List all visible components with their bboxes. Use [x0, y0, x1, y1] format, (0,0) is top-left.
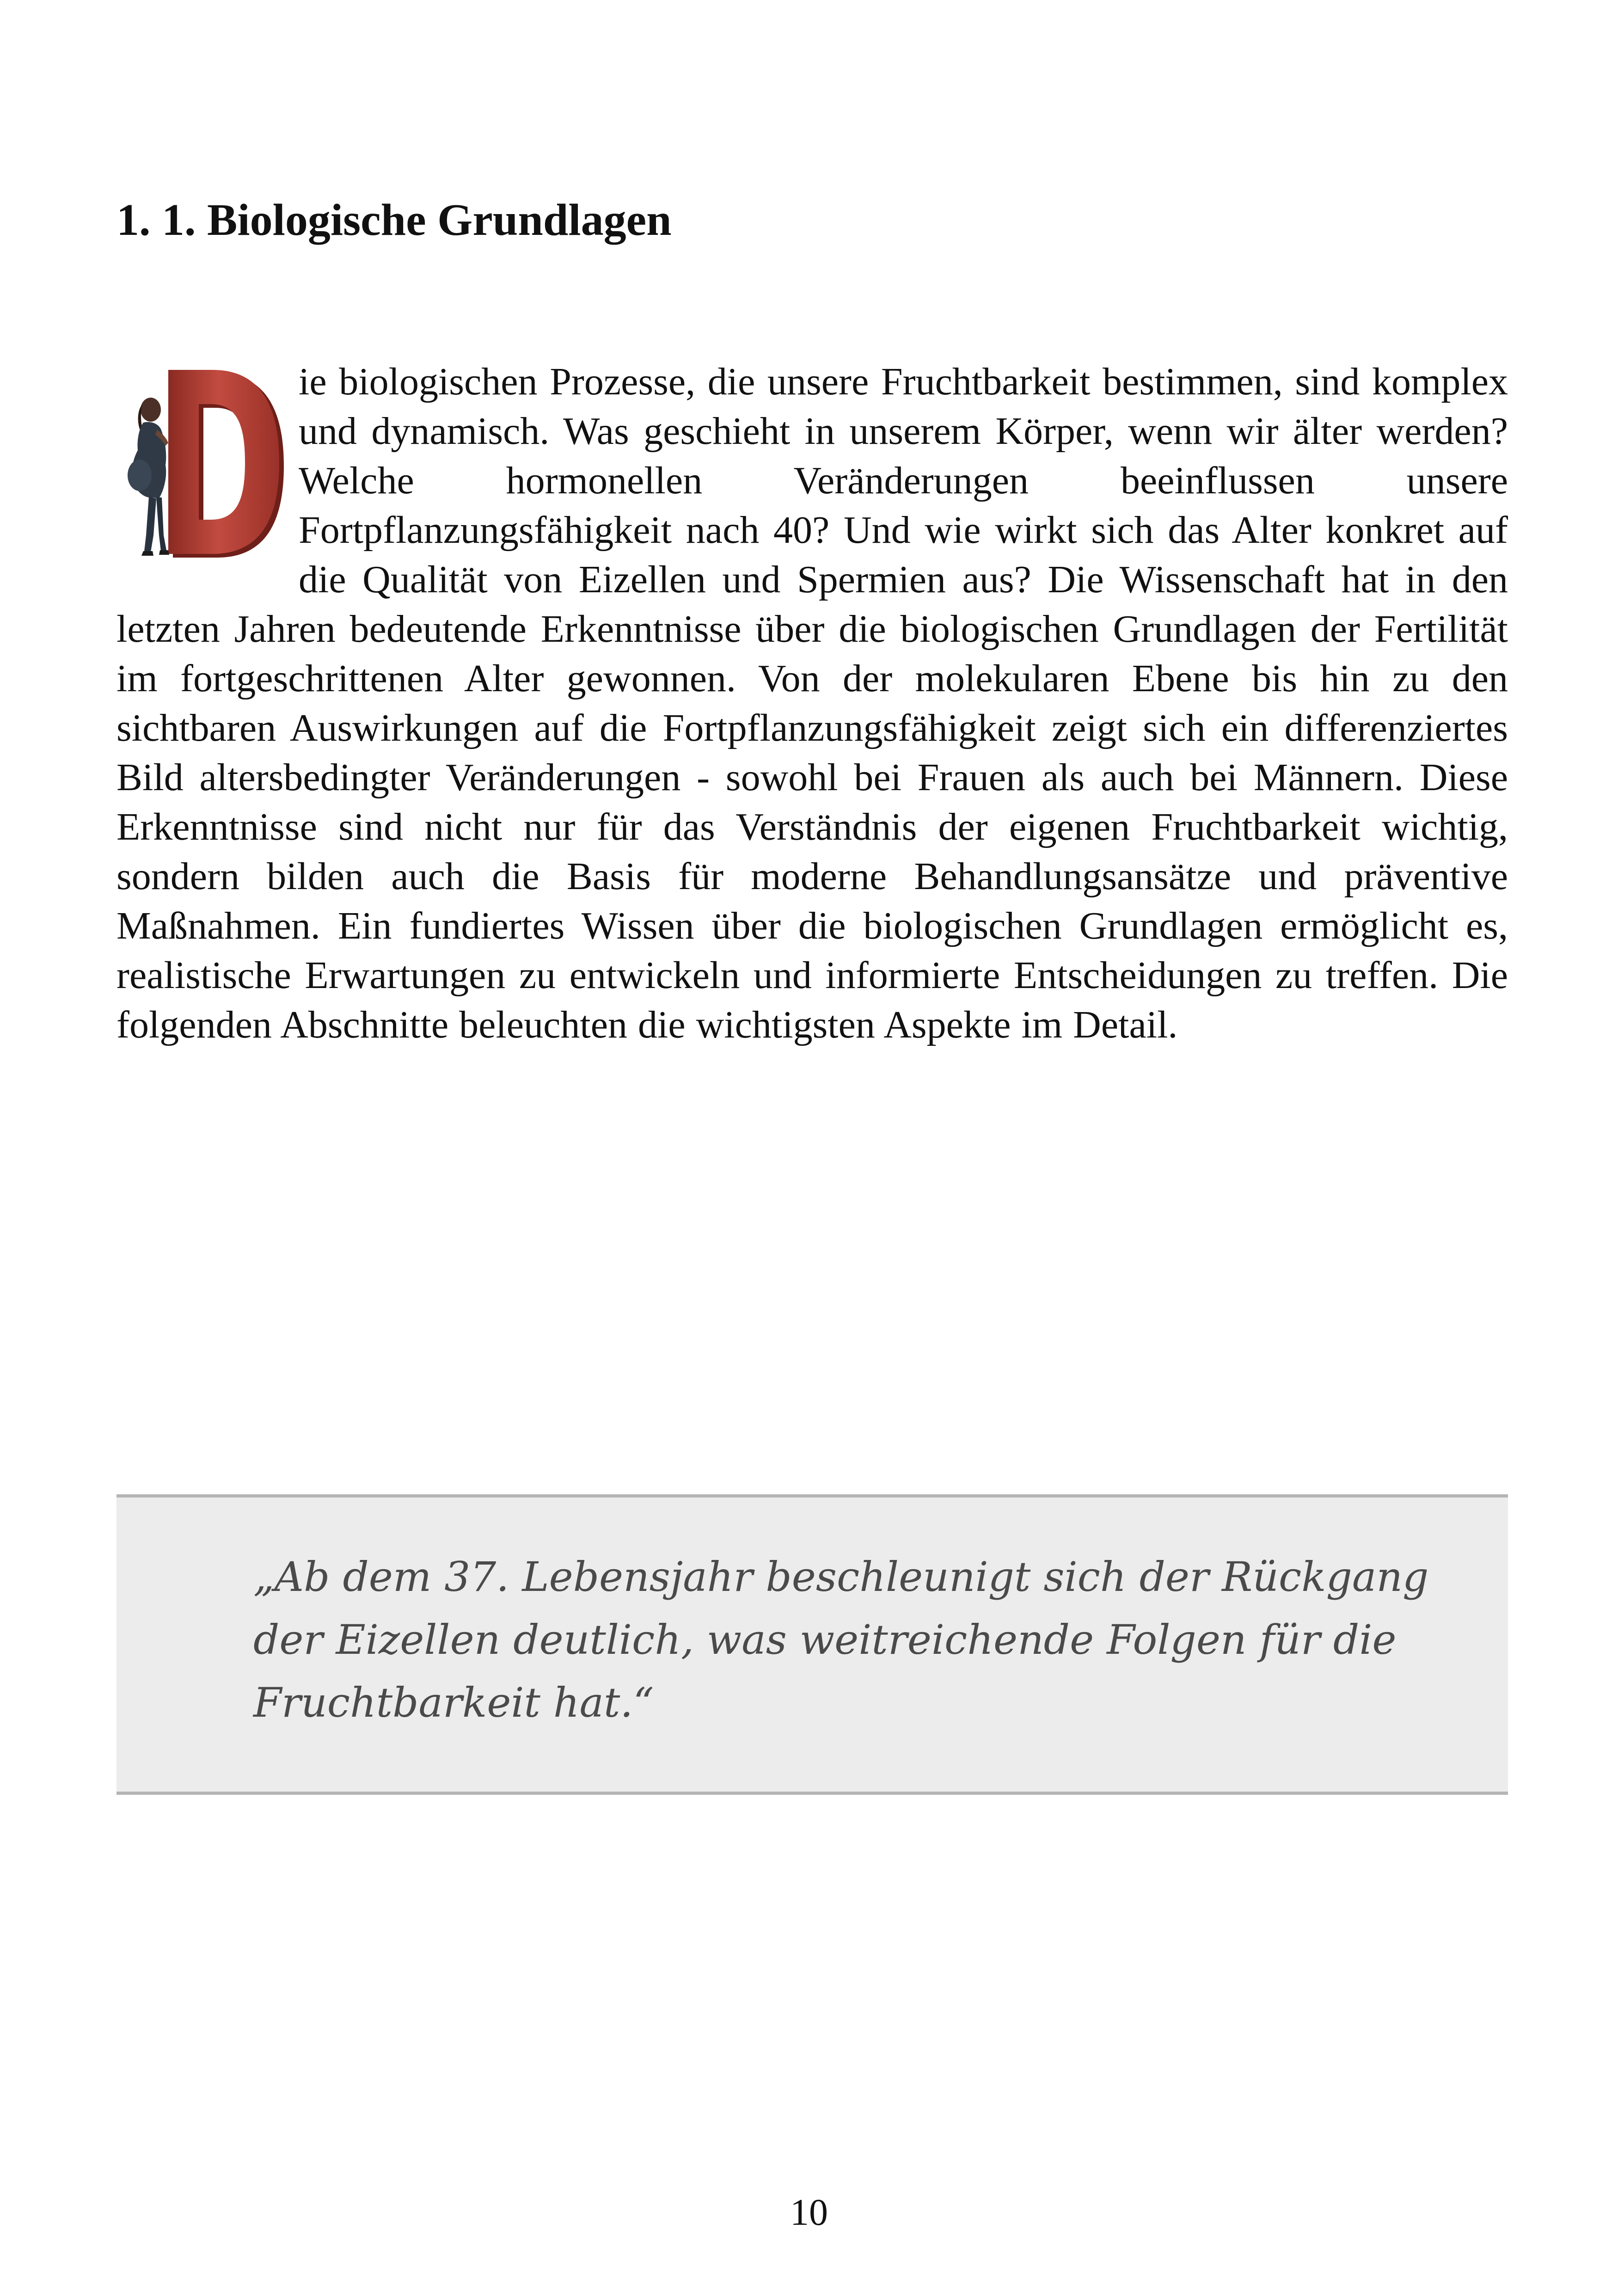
section-title: 1. 1. Biologische Grundlagen	[116, 195, 672, 245]
paragraph-text: ie biologischen Prozesse, die unsere Fruchtbarkeit bestimmen, sind komplex und dynamisch. Was geschieht in unserem Körper, wenn wir älter werden? Welche hormonellen Veränderungen beeinflussen unsere Fortpflanzungsfähigkeit nach 40? Und wie wirkt sich das Alter konkret auf die Qualität von Eizellen und Spermien aus? Die Wissenschaft hat in den letzten Jahren bedeutende Erkenntnisse über die biologischen Grundlagen der Fertilität im fortgeschrittenen Alter gewonnen. Von der molekularen Ebene bis hin zu den sichtbaren Auswirkungen auf die Fortpflanzungsfähigkeit zeigt sich ein differenziertes Bild altersbedingter Veränderungen - sowohl bei Frauen als auch bei Männern. Diese Erkenntnisse sind nicht nur für das Verständnis der eigenen Fruchtbarkeit wichtig, sondern bilden auch die Basis für moderne Behandlungsansätze und präventive Maßnahmen. Ein fundiertes Wissen über die biologischen Grundlagen ermöglicht es, realistische Erwartungen zu entwickeln und informierte Entscheidungen zu treffen. Die folgenden Abschnitte beleuchten die wichtigsten Aspekte im Detail.	[116, 360, 1508, 1046]
drop-cap-d-with-figure-icon	[116, 360, 288, 563]
pull-quote-text: „Ab dem 37. Lebensjahr beschleunigt sich der Rückgang der Eizellen deutlich, was weitreichende Folgen für die Fruchtbarkeit hat.“	[253, 1553, 1429, 1726]
body-paragraph	[116, 357, 1508, 1050]
drop-cap-illustration	[116, 360, 288, 563]
pull-quote-box	[116, 1494, 1508, 1795]
page-number: 10	[790, 2191, 828, 2233]
figure-silhouette	[128, 398, 169, 556]
